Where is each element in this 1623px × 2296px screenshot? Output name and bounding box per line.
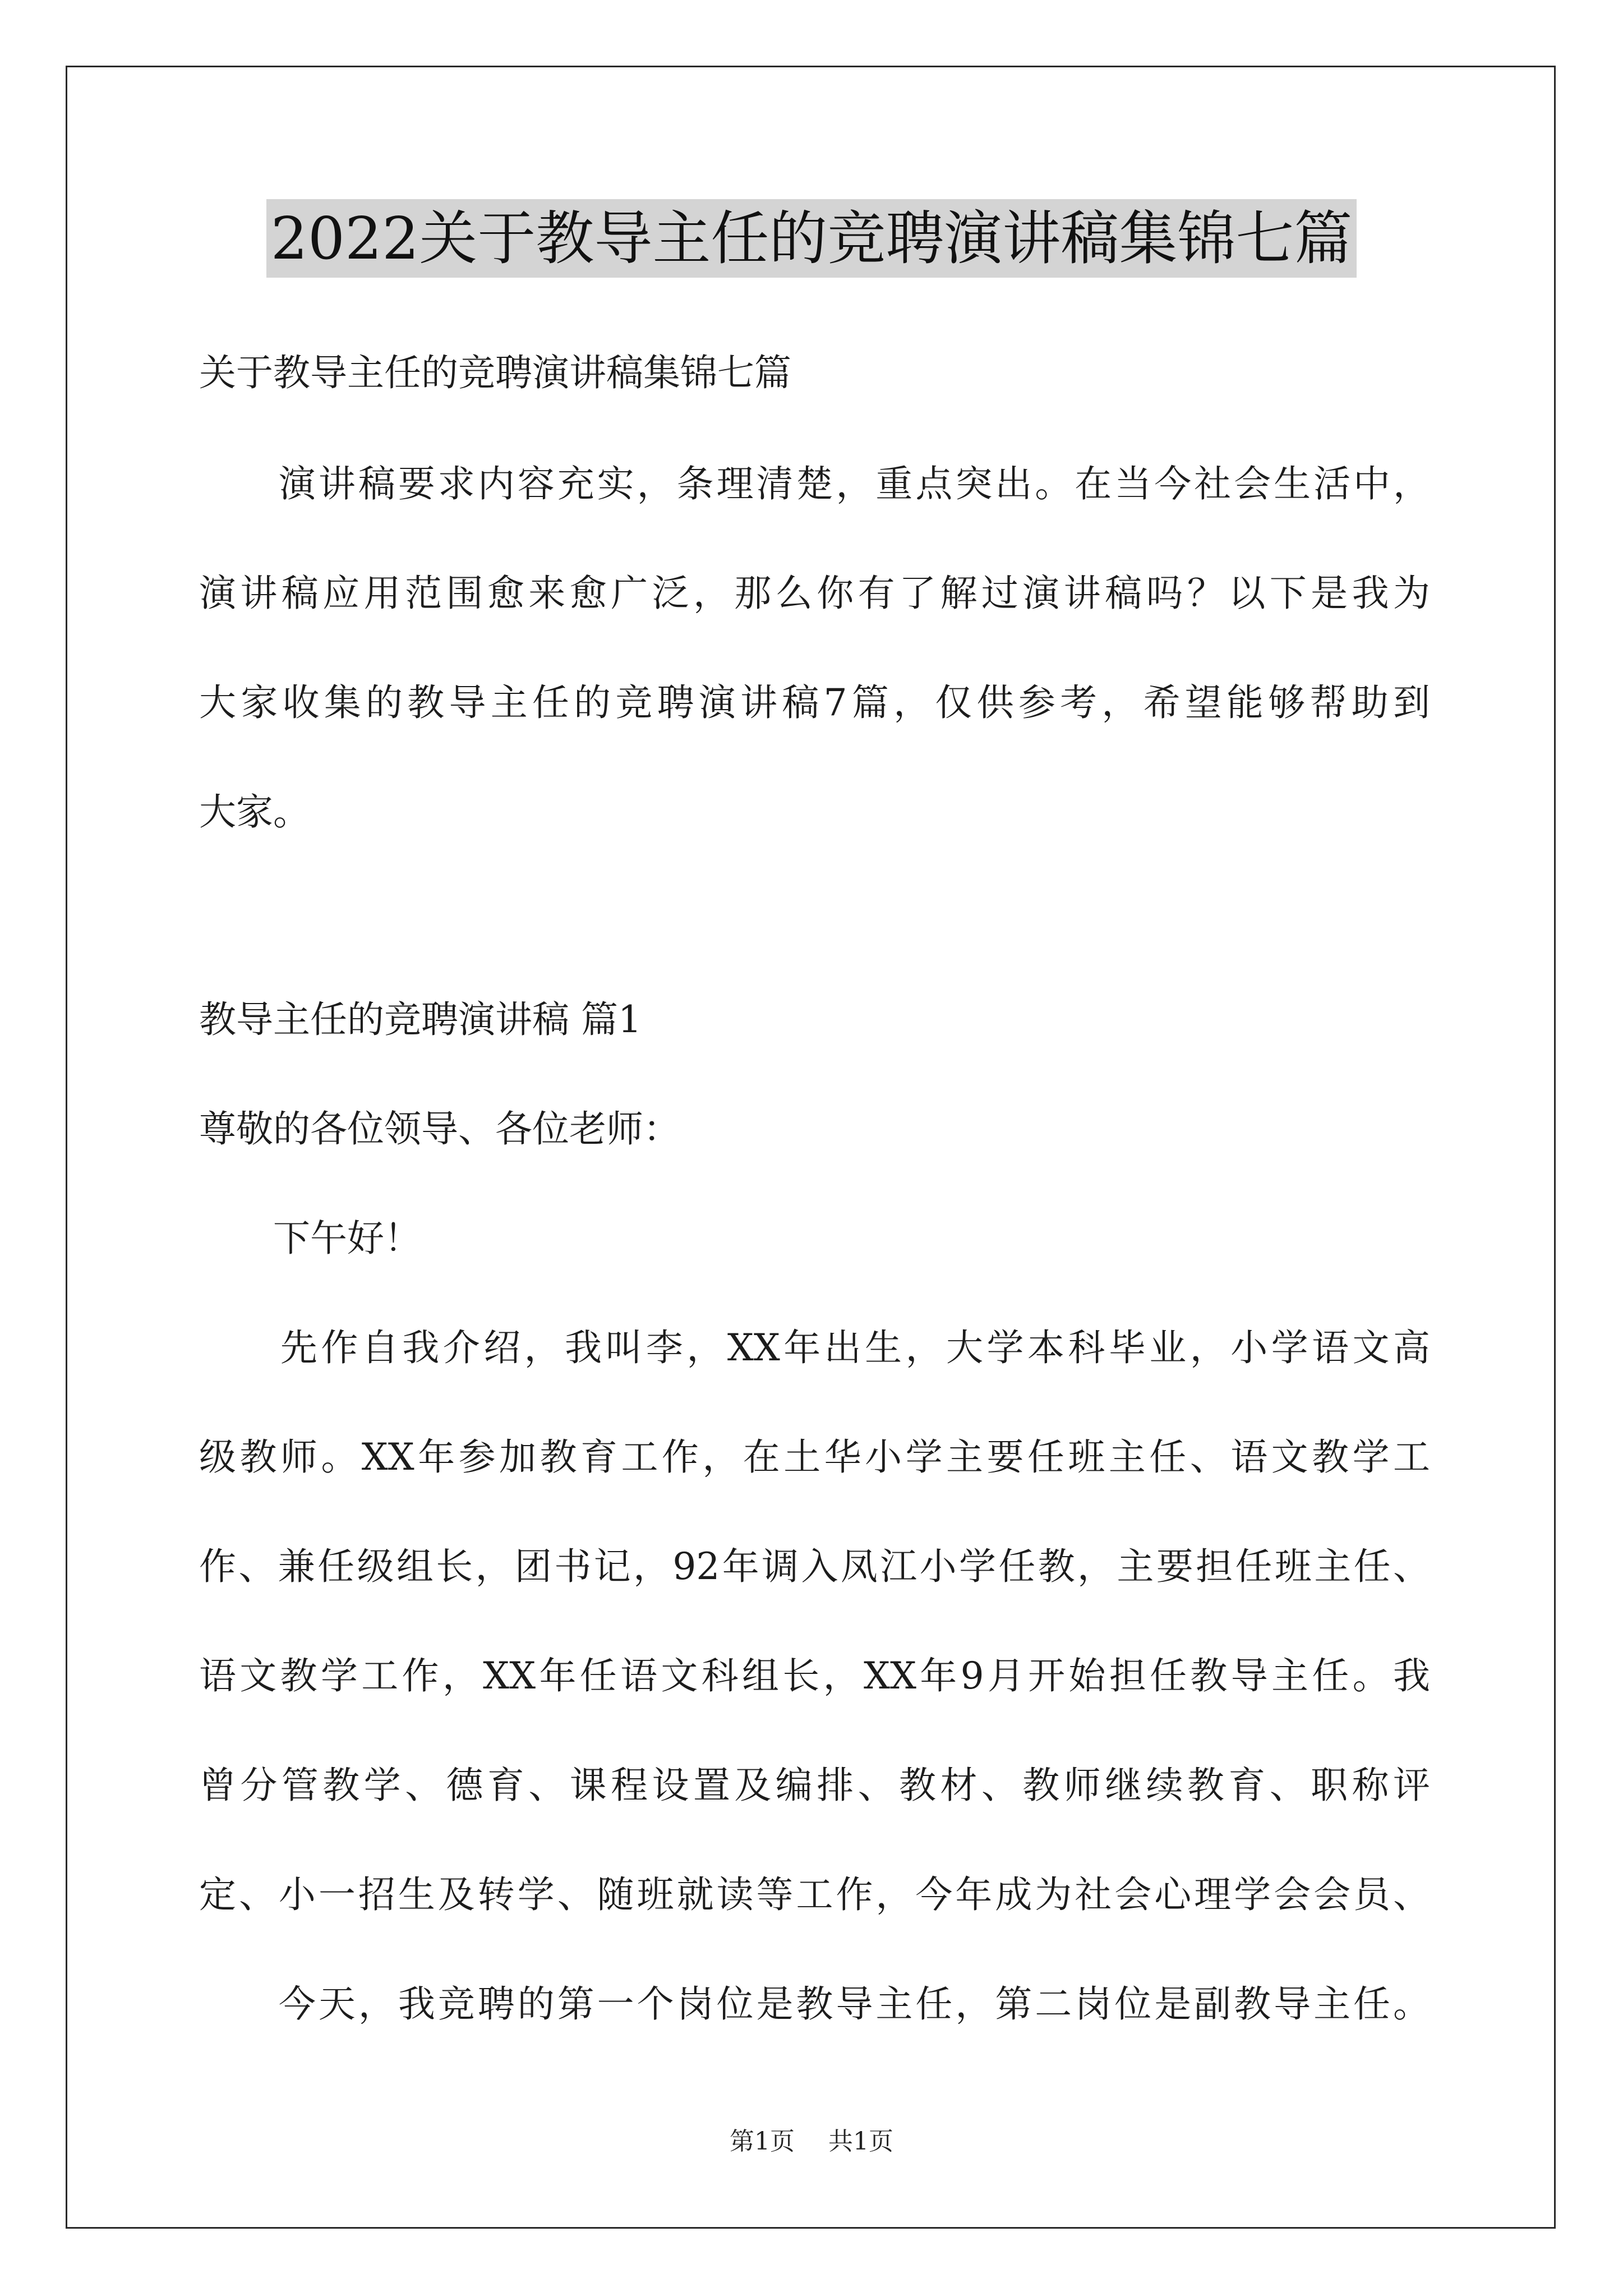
paragraph-line: 语文教学工作，XX年任语文科组长，XX年9月开始担任教导主任。我 [199, 1654, 1430, 1697]
paragraph-line: 演讲稿要求内容充实，条理清楚，重点突出。在当今社会生活中， [199, 462, 1430, 505]
paragraph-line: 今天，我竞聘的第一个岗位是教导主任，第二岗位是副教导主任。 [199, 1982, 1430, 2026]
paragraph-line: 大家。 [199, 790, 310, 834]
paragraph-line: 定、小一招生及转学、随班就读等工作，今年成为社会心理学会会员、 [199, 1873, 1430, 1916]
page-total: 共1页 [828, 2127, 893, 2156]
page-footer [0, 2125, 1623, 2159]
subtitle-line: 关于教导主任的竞聘演讲稿集锦七篇 [199, 351, 791, 394]
paragraph-line: 作、兼任级组长，团书记，92年调入凤江小学任教，主要担任班主任、 [199, 1545, 1430, 1588]
title-container [0, 199, 1623, 278]
salutation-line: 尊敬的各位领导、各位老师： [199, 1107, 680, 1151]
paragraph-line: 先作自我介绍，我叫李，XX年出生，大学本科毕业，小学语文高 [199, 1326, 1430, 1369]
paragraph-line: 级教师。XX年参加教育工作，在土华小学主要任班主任、语文教学工 [199, 1435, 1430, 1479]
document-title: 2022关于教导主任的竞聘演讲稿集锦七篇 [266, 199, 1357, 278]
paragraph-line: 曾分管教学、德育、课程设置及编排、教材、教师继续教育、职称评 [199, 1764, 1430, 1807]
paragraph-line: 大家收集的教导主任的竞聘演讲稿7篇，仅供参考，希望能够帮助到 [199, 681, 1430, 724]
page-number: 第1页 [730, 2127, 795, 2156]
greeting-line: 下午好！ [199, 1217, 421, 1260]
section-heading: 教导主任的竞聘演讲稿 篇1 [199, 998, 642, 1041]
paragraph-line: 演讲稿应用范围愈来愈广泛，那么你有了解过演讲稿吗？以下是我为 [199, 572, 1430, 615]
